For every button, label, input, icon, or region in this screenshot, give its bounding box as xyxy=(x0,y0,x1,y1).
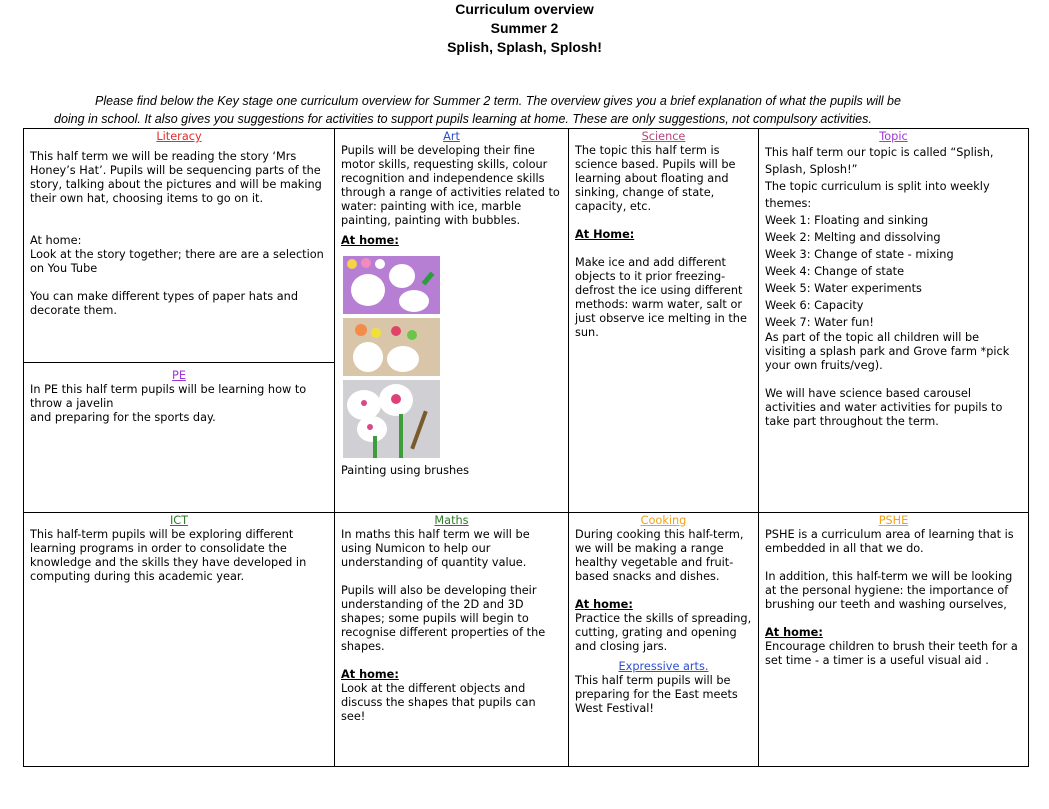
cooking-heading: Cooking xyxy=(640,514,687,527)
science-heading: Science xyxy=(641,130,686,143)
art-at-home-label: At home: xyxy=(341,234,399,247)
topic-week-1: Week 1: Floating and sinking xyxy=(765,214,929,227)
literacy-at-home-text: Look at the story together; there are are a selection on You Tube xyxy=(30,248,324,275)
intro-text xyxy=(0,92,1049,128)
pe-text: In PE this half term pupils will be learning how to throw a javelin xyxy=(30,383,307,410)
maths-at-home-text: Look at the different objects and discuss the shapes that pupils can see! xyxy=(341,682,536,723)
document-header xyxy=(0,0,1049,57)
literacy-text: This half term we will be reading the story ‘Mrs Honey’s Hat’. Pupils will be sequencing parts of the story, talking about the pictures and will be making their own hat, choosing items to go on it. xyxy=(30,150,322,205)
marble-painting-photo xyxy=(343,318,440,376)
cooking-at-home-label: At home: xyxy=(575,598,633,611)
cooking-text: During cooking this half-term, we will be making a range healthy vegetable and fruit-based snacks and dishes. xyxy=(575,528,744,583)
topic-carousel-text: We will have science based carousel activities and water activities for pupils to take part throughout the term. xyxy=(765,387,1003,428)
pe-section xyxy=(24,363,334,427)
curriculum-grid xyxy=(23,128,1029,767)
intro-line-2: doing in school. It also gives you suggestions for activities to support pupils learning at home. These are only suggestions, not compulsory activities. xyxy=(54,112,872,126)
header-topic: Splish, Splash, Splosh! xyxy=(447,39,602,55)
maths-heading: Maths xyxy=(434,514,469,527)
pshe-hygiene-text: In addition, this half-term we will be looking at the personal hygiene: the importance of brushing our teeth and washing ourselves, xyxy=(765,570,1013,611)
science-at-home-label: At Home: xyxy=(575,228,635,241)
topic-intro: This half term our topic is called “Splish, Splash, Splosh!” xyxy=(765,146,994,176)
intro-line-1: Please find below the Key stage one curriculum overview for Summer 2 term. The overview gives you a brief explanation of what the pupils will be xyxy=(95,94,901,108)
header-title: Curriculum overview xyxy=(455,1,594,17)
pe-text-2: and preparing for the sports day. xyxy=(30,411,216,424)
topic-week-6: Week 6: Capacity xyxy=(765,299,864,312)
pe-heading: PE xyxy=(172,369,186,382)
ice-painting-photo xyxy=(343,256,440,314)
cooking-cell xyxy=(569,513,759,767)
topic-heading: Topic xyxy=(879,130,908,143)
header-term: Summer 2 xyxy=(490,20,559,36)
literacy-hats-text: You can make different types of paper hats and decorate them. xyxy=(30,290,299,317)
brush-painting-photo xyxy=(343,380,440,458)
topic-cell xyxy=(759,129,1029,513)
maths-at-home-label: At home: xyxy=(341,668,399,681)
literacy-pe-cell xyxy=(24,129,335,513)
cooking-at-home-text: Practice the skills of spreading, cutting, grating and opening and closing jars. xyxy=(575,612,752,653)
pshe-cell xyxy=(759,513,1029,767)
literacy-at-home-label: At home: xyxy=(30,234,82,247)
pshe-text: PSHE is a curriculum area of learning that is embedded in all that we do. xyxy=(765,528,1014,555)
topic-week-4: Week 4: Change of state xyxy=(765,265,905,278)
expressive-arts-heading: Expressive arts. xyxy=(618,660,709,673)
maths-text: In maths this half term we will be using Numicon to help our understanding of quantity value. xyxy=(341,528,530,569)
science-text: The topic this half term is science based. Pupils will be learning about floating and sinking, change of state, capacity, etc. xyxy=(575,144,736,213)
ict-text: This half-term pupils will be exploring different learning programs in order to consolidate the knowledge and the skills they have developed in computing during this academic year. xyxy=(30,528,307,583)
ict-cell xyxy=(24,513,335,767)
art-text: Pupils will be developing their fine motor skills, requesting skills, colour recognition and independence skills through a range of activities related to water: painting with ice, marble painting, painting with bubbles. xyxy=(341,144,560,227)
pshe-heading: PSHE xyxy=(878,514,909,527)
topic-trip-text: As part of the topic all children will be visiting a splash park and Grove farm *pick your own fruits/veg). xyxy=(765,331,1010,372)
ict-heading: ICT xyxy=(169,514,189,527)
pshe-at-home-label: At home: xyxy=(765,626,823,639)
art-heading: Art xyxy=(443,130,460,143)
pshe-at-home-text: Encourage children to brush their teeth for a set time - a timer is a useful visual aid . xyxy=(765,640,1018,667)
maths-shapes-text: Pupils will also be developing their understanding of the 2D and 3D shapes; some pupils will begin to recognise different properties of the shapes. xyxy=(341,584,546,653)
art-photo-caption: Painting using brushes xyxy=(341,464,469,477)
expressive-arts-text: This half term pupils will be preparing for the East meets West Festival! xyxy=(575,674,738,715)
literacy-heading: Literacy xyxy=(156,130,202,143)
maths-cell xyxy=(335,513,569,767)
topic-intro-2: The topic curriculum is split into weekly themes: xyxy=(765,180,990,210)
science-at-home-text: Make ice and add different objects to it prior freezing-defrost the ice using different methods: warm water, salt or just observe ice melting in the sun. xyxy=(575,256,747,339)
art-cell xyxy=(335,129,569,513)
literacy-section xyxy=(24,129,334,363)
science-cell xyxy=(569,129,759,513)
topic-week-2: Week 2: Melting and dissolving xyxy=(765,231,941,244)
topic-week-3: Week 3: Change of state - mixing xyxy=(765,248,954,261)
topic-week-5: Week 5: Water experiments xyxy=(765,282,922,295)
art-photos xyxy=(343,256,440,458)
topic-week-7: Week 7: Water fun! xyxy=(765,316,874,329)
